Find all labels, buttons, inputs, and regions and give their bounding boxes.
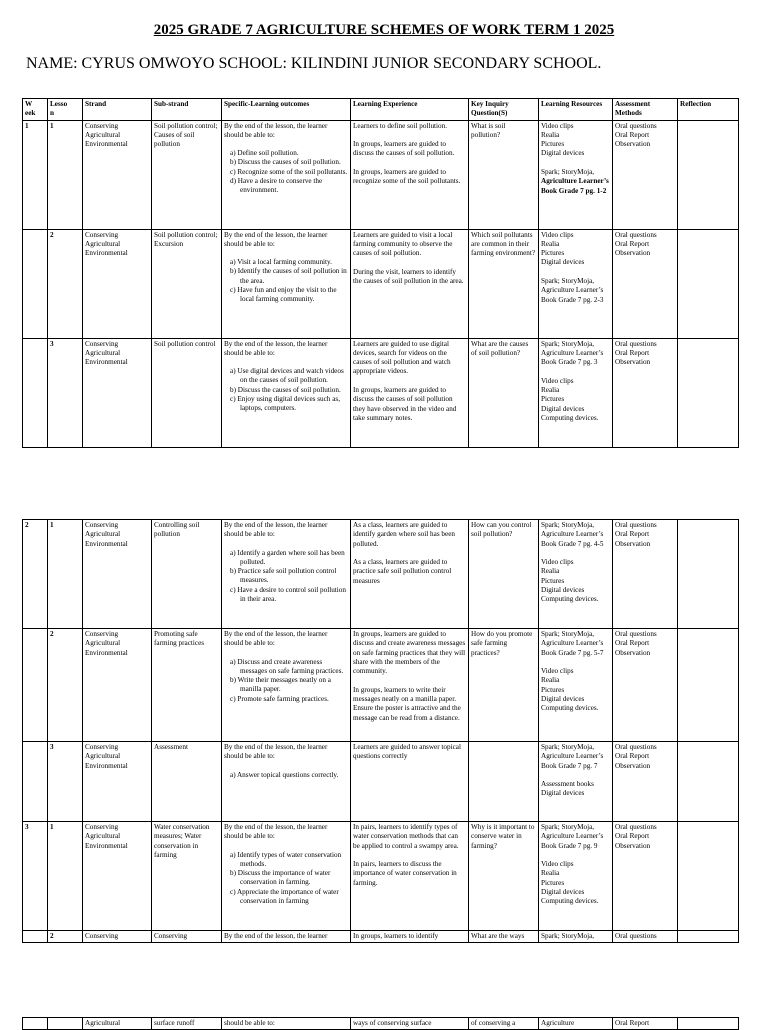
header-lesson: Lesso n: [48, 99, 83, 121]
lesson-cell: 2: [48, 931, 83, 943]
inquiry-cell: What is soil pollution?: [469, 120, 539, 229]
spacer: [224, 762, 348, 771]
assessment-cell: Oral questions Oral Report Observation: [613, 338, 678, 447]
outcome-item: c) Appreciate the importance of water conservation in farming: [230, 887, 339, 906]
outcome-intro: By the end of the lesson, the learner should be able to:: [224, 630, 328, 648]
reflection-cell: [678, 120, 739, 229]
table-row: [23, 931, 739, 943]
header-resources: Learning Resources: [539, 99, 613, 121]
strand-cell: Conserving Agricultural Environmental: [83, 229, 152, 338]
experience-cell: In pairs, learners to identify types of water conservation methods that can be applied to control a swampy area. In pairs, learners to discuss the importance of water conservation in farming.: [351, 822, 469, 931]
outcome-item: b) Discuss the causes of soil pollution.: [230, 158, 341, 167]
outcome-list: [224, 851, 348, 907]
outcome-item: a) Use digital devices and watch videos on the causes of soil pollution.: [230, 367, 344, 385]
spacer: [224, 249, 348, 258]
strand-cell: Agricultural: [83, 1018, 152, 1030]
reflection-cell: [678, 520, 739, 629]
resources-cell: [539, 338, 613, 447]
experience-cell: Learners are guided to visit a local farming community to observe the causes of soil pollution. During the visit, learners to identify the causes of soil pollution in the area.: [351, 229, 469, 338]
header-experience: Learning Experience: [351, 99, 469, 121]
table-row: [23, 520, 739, 629]
experience-cell: As a class, learners are guided to identify garden where soil has been polluted. As a class, learners are guided to practice safe soil pollution control measures: [351, 520, 469, 629]
outcome-intro: By the end of the lesson, the learner should be able to:: [224, 743, 328, 761]
header-assessment: Assessment Methods: [613, 99, 678, 121]
resources-text: Video clips Realia Pictures Digital devices Spark; StoryMoja,: [541, 121, 595, 177]
strand-cell: Conserving Agricultural Environmental: [83, 120, 152, 229]
outcome-cell: [222, 338, 351, 447]
outcome-cell: [222, 229, 351, 338]
sub-strand-cell: surface runoff: [152, 1018, 222, 1030]
strand-cell: Conserving Agricultural Environmental: [83, 822, 152, 931]
header-outcomes: Specific-Learning outcomes: [222, 99, 351, 121]
week-cell: 3: [23, 822, 48, 931]
sub-strand-cell: Water conservation measures; Water conservation in farming: [152, 822, 222, 931]
outcome-cell: [222, 520, 351, 629]
resources-cell: Agriculture: [539, 1018, 613, 1030]
outcome-item: b) Write their messages neatly on a manilla paper.: [230, 676, 331, 694]
outcome-intro: By the end of the lesson, the learner should be able to:: [224, 121, 328, 139]
header-strand: Strand: [83, 99, 152, 121]
week-cell: [23, 629, 48, 742]
outcome-item: c) Have a desire to control soil pollution in their area.: [230, 585, 346, 604]
resources-text: Spark; StoryMoja, Agriculture Learner’s Book Grade 7 pg. 5-7 Video clips Realia Pictures Digital devices Computing devices.: [541, 630, 604, 713]
teacher-school-line: NAME: CYRUS OMWOYO SCHOOL: KILINDINI JUNIOR SECONDARY SCHOOL.: [26, 55, 602, 72]
outcome-item: c) Enjoy using digital devices such as, laptops, computers.: [230, 395, 340, 413]
strand-cell: Conserving: [83, 931, 152, 943]
experience-cell: Learners are guided to answer topical questions correctly: [351, 742, 469, 822]
assessment-cell: Oral questions Oral Report Observation: [613, 742, 678, 822]
week-cell: [23, 931, 48, 943]
table-row: [23, 229, 739, 338]
lesson-cell: 2: [48, 629, 83, 742]
resources-cell: [539, 742, 613, 822]
outcome-item: a) Identify types of water conservation methods.: [230, 850, 342, 868]
spacer: [224, 842, 348, 851]
resources-text: Spark; StoryMoja, Agriculture Learner’s Book Grade 7 pg. 7 Assessment books Digital devices: [541, 743, 604, 798]
outcome-intro: By the end of the lesson, the learner should be able to:: [224, 521, 328, 539]
strand-cell: Conserving Agricultural Environmental: [83, 520, 152, 629]
inquiry-cell: How do you promote safe farming practices?: [469, 629, 539, 742]
resources-cell: [539, 120, 613, 229]
outcome-item: a) Visit a local farming community.: [230, 258, 332, 267]
outcome-item: a) Answer topical questions correctly.: [230, 770, 339, 779]
lesson-cell: 1: [48, 120, 83, 229]
assessment-cell: Oral questions Oral Report Observation: [613, 229, 678, 338]
resources-book: Agriculture Learner’s Book Grade 7 pg. 1-2: [541, 177, 609, 195]
assessment-cell: Oral questions Oral Report Observation: [613, 520, 678, 629]
resources-text: Spark; StoryMoja, Agriculture Learner’s Book Grade 7 pg. 3 Video clips Realia Pictures Digital devices Computing devices.: [541, 339, 604, 422]
resources-text: Video clips Realia Pictures Digital devices Spark; StoryMoja, Agriculture Learner’s Book Grade 7 pg. 2-3: [541, 230, 604, 304]
schemes-table-page-1: [22, 98, 739, 448]
assessment-cell: Oral questions Oral Report Observation: [613, 629, 678, 742]
strand-cell: Conserving Agricultural Environmental: [83, 338, 152, 447]
resources-cell: [539, 520, 613, 629]
outcome-item: c) Have fun and enjoy the visit to the local farming community.: [230, 286, 337, 304]
resources-cell: Spark; StoryMoja,: [539, 931, 613, 943]
spacer: [224, 540, 348, 549]
experience-cell: Learners to define soil pollution. In groups, learners are guided to discuss the causes of soil pollution. In groups, learners are guided to recognize some of the soil pollutants.: [351, 120, 469, 229]
document-title: 2025 GRADE 7 AGRICULTURE SCHEMES OF WORK TERM 1 2025: [153, 22, 615, 38]
outcome-item: a) Define soil pollution.: [230, 149, 299, 158]
inquiry-cell: How can you control soil pollution?: [469, 520, 539, 629]
outcome-cell: [222, 120, 351, 229]
schemes-table-page-2: [22, 519, 739, 943]
outcome-item: b) Identify the causes of soil pollution in the area.: [230, 267, 347, 285]
outcome-cell: By the end of the lesson, the learner: [222, 931, 351, 943]
resources-cell: [539, 229, 613, 338]
resources-text: Spark; StoryMoja, Agriculture Learner’s Book Grade 7 pg. 4-5 Video clips Realia Pictures Digital devices Computing devices.: [541, 521, 604, 604]
table-row: [23, 742, 739, 822]
reflection-cell: [678, 229, 739, 338]
table-row: [23, 120, 739, 229]
inquiry-cell: What are the ways: [469, 931, 539, 943]
lesson-cell: 2: [48, 229, 83, 338]
sub-strand-cell: Soil pollution control; Causes of soil pollution: [152, 120, 222, 229]
lesson-cell: 1: [48, 520, 83, 629]
spacer: [224, 140, 348, 149]
outcome-list: [224, 549, 348, 605]
header-sub-strand: Sub-strand: [152, 99, 222, 121]
outcome-item: d) Have a desire to conserve the environment.: [230, 177, 323, 195]
outcome-cell: should be able to:: [222, 1018, 351, 1030]
assessment-cell: Oral questions: [613, 931, 678, 943]
resources-cell: [539, 822, 613, 931]
lesson-cell: 1: [48, 822, 83, 931]
experience-cell: In groups, learners are guided to discuss and create awareness messages on safe farming practices that they will share with the members of the community. In groups, learners to write their messages neatly on a manilla paper. Ensure the poster is attractive and the message can be read from a distance.: [351, 629, 469, 742]
inquiry-cell: Which soil pollutants are common in their farming environment?: [469, 229, 539, 338]
strand-cell: Conserving Agricultural Environmental: [83, 629, 152, 742]
reflection-cell: [678, 931, 739, 943]
outcome-intro: By the end of the lesson, the learner should be able to:: [224, 230, 328, 248]
strand-cell: Conserving Agricultural Environmental: [83, 742, 152, 822]
sub-strand-cell: Assessment: [152, 742, 222, 822]
outcome-intro: By the end of the lesson, the learner should be able to:: [224, 339, 328, 357]
week-cell: 2: [23, 520, 48, 629]
week-cell: [23, 742, 48, 822]
inquiry-cell: What are the causes of soil pollution?: [469, 338, 539, 447]
table-row: [23, 822, 739, 931]
inquiry-cell: [469, 742, 539, 822]
spacer: [224, 649, 348, 658]
outcome-list: [224, 149, 348, 195]
outcome-list: [224, 367, 348, 413]
inquiry-cell: of conserving a: [469, 1018, 539, 1030]
outcome-intro: By the end of the lesson, the learner should be able to:: [224, 823, 328, 841]
outcome-cell: [222, 629, 351, 742]
experience-cell: ways of conserving surface: [351, 1018, 469, 1030]
outcome-list: [224, 771, 348, 780]
assessment-cell: Oral questions Oral Report Observation: [613, 120, 678, 229]
reflection-cell: [678, 822, 739, 931]
reflection-cell: [678, 742, 739, 822]
inquiry-cell: Why is it important to conserve water in farming?: [469, 822, 539, 931]
outcome-item: b) Discuss the importance of water conservation in farming.: [230, 869, 331, 887]
sub-strand-cell: Soil pollution control: [152, 338, 222, 447]
outcome-list: [224, 258, 348, 304]
outcome-item: b) Discuss the causes of soil pollution.: [230, 385, 341, 394]
lesson-cell: 3: [48, 338, 83, 447]
experience-cell: In groups, learners to identify: [351, 931, 469, 943]
header-week: W eek: [23, 99, 48, 121]
assessment-cell: Oral Report: [613, 1018, 678, 1030]
outcome-cell: [222, 822, 351, 931]
header-inquiry: Key Inquiry Question(S): [469, 99, 539, 121]
week-cell: [23, 229, 48, 338]
reflection-cell: [678, 338, 739, 447]
outcome-list: [224, 658, 348, 704]
week-cell: [23, 338, 48, 447]
lesson-cell: 3: [48, 742, 83, 822]
assessment-cell: Oral questions Oral Report Observation: [613, 822, 678, 931]
sub-strand-cell: Controlling soil pollution: [152, 520, 222, 629]
spacer: [224, 358, 348, 367]
outcome-item: a) Discuss and create awareness messages on safe farming practices.: [230, 657, 344, 675]
sub-strand-cell: Soil pollution control; Excursion: [152, 229, 222, 338]
sub-strand-cell: Conserving: [152, 931, 222, 943]
outcome-item: c) Recognize some of the soil pollutants.: [230, 167, 348, 176]
table-header-row: [23, 99, 739, 121]
outcome-cell: [222, 742, 351, 822]
experience-cell: Learners are guided to use digital devices, search for videos on the causes of soil pollution and watch appropriate videos. In groups, learners are guided to discuss the causes of soil pollution they have observed in the video and take summary notes.: [351, 338, 469, 447]
sub-strand-cell: Promoting safe farming practices: [152, 629, 222, 742]
header-reflection: Reflection: [678, 99, 739, 121]
reflection-cell: [678, 629, 739, 742]
table-row: [23, 629, 739, 742]
outcome-item: a) Identify a garden where soil has been polluted.: [230, 548, 345, 566]
resources-cell: [539, 629, 613, 742]
outcome-item: c) Promote safe farming practices.: [230, 694, 329, 703]
table-row: [23, 338, 739, 447]
resources-text: Spark; StoryMoja, Agriculture Learner’s Book Grade 7 pg. 9 Video clips Realia Pictures Digital devices Computing devices.: [541, 823, 604, 906]
week-cell: 1: [23, 120, 48, 229]
outcome-item: b) Practice safe soil pollution control measures.: [230, 567, 337, 585]
